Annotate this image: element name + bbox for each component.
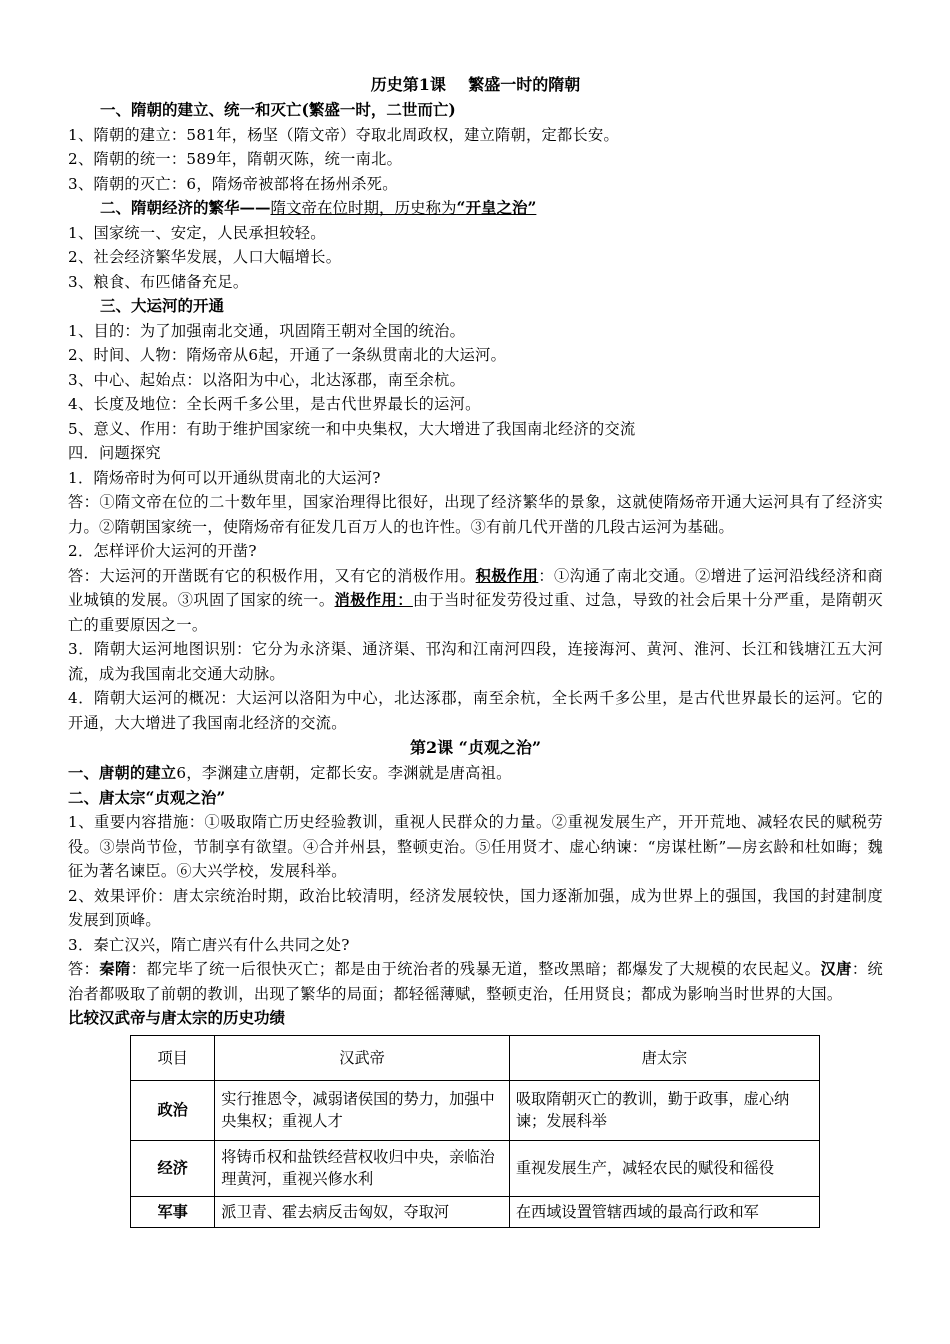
table-cell: 实行推恩令，减弱诸侯国的势力，加强中央集权；重视人才 (215, 1080, 510, 1140)
question-1: 1．隋炀帝时为何可以开通纵贯南北的大运河? (68, 468, 381, 487)
table-title: 比较汉武帝与唐太宗的历史功绩 (68, 1008, 286, 1027)
lesson2-question-3: 3．秦亡汉兴，隋亡唐兴有什么共同之处? (68, 935, 350, 954)
comparison-table (130, 1035, 820, 1228)
table-cell-category: 军事 (131, 1196, 215, 1227)
table-cell-category: 经济 (131, 1140, 215, 1196)
lesson2-evaluation: 2、效果评价：唐太宗统治时期，政治比较清明，经济发展较快，国力逐渐加强，成为世界上的强国，我国的封建制度发展到顶峰。 (68, 886, 883, 929)
lesson2-measures: 1、重要内容措施：①吸取隋亡历史经验教训，重视人民群众的力量。②重视发展生产，开开荒地、减轻农民的赋税劳役。③崇尚节俭，节制享有欲望。④合并州县，整顿吏治。⑤任用贤才、虚心纳谏：“房谋杜断”—房玄龄和杜如晦；魏征为著名谏臣。⑥大兴学校，发展科举。 (68, 813, 883, 880)
positive-effect-label: 积极作用 (475, 566, 539, 585)
negative-effect-label: 消极作用： (334, 591, 413, 609)
section3-item: 5、意义、作用：有助于维护国家统一和中央集权，大大增进了我国南北经济的交流 (68, 419, 636, 438)
section3-item: 3、中心、起始点：以洛阳为中心，北达涿郡，南至余杭。 (68, 370, 466, 389)
lesson2-section2-heading: 二、唐太宗“贞观之治” (68, 787, 226, 807)
question-4: 4．隋朝大运河的概况：大运河以洛阳为中心，北达涿郡，南至余杭，全长两千多公里，是古代世界最长的运河。它的开通，大大增进了我国南北经济的交流。 (68, 689, 883, 732)
table-cell-category: 政治 (131, 1080, 215, 1140)
section2-heading (68, 196, 883, 221)
question-2: 2．怎样评价大运河的开凿? (68, 542, 257, 560)
answer-2: 答：大运河的开凿既有它的积极作用，又有它的消极作用。积极作用：①沟通了南北交通。②增进了运河沿线经济和商业城镇的发展。③巩固了国家的统一。消极作用：由于当时征发劳役过重、过急，导致的社会后果十分严重，是隋朝灭亡的重要原因之一。 (68, 566, 884, 634)
table-row (131, 1196, 820, 1227)
lesson1-title: 历史第1课 繁盛一时的隋朝 (370, 75, 581, 94)
section2-item: 1、国家统一、安定，人民承担较轻。 (68, 223, 326, 242)
table-cell: 重视发展生产，减轻农民的赋役和徭役 (509, 1140, 819, 1196)
table-cell: 在西域设置管辖西域的最高行政和军 (509, 1196, 819, 1227)
section1-item: 2、隋朝的统一：589年，隋朝灭陈，统一南北。 (68, 150, 403, 168)
lesson2-title: 第2课 “贞观之治” (409, 738, 542, 757)
section2-heading-underlined: 隋文帝在位时期，历史称为“开皇之治” (270, 198, 537, 217)
lesson2-section1: 一、唐朝的建立6，李渊建立唐朝，定都长安。李渊就是唐高祖。 (68, 764, 512, 782)
section4-heading: 四．问题探究 (68, 444, 161, 462)
section2-item: 2、社会经济繁华发展，人口大幅增长。 (68, 248, 342, 266)
lesson2-answer-3: 答：秦隋：都完毕了统一后很快灭亡；都是由于统治者的残暴无道，整改黑暗；都爆发了大规模的农民起义。汉唐：统治者都吸取了前朝的教训，出现了繁华的局面；都轻徭薄赋，整顿吏治，任用贤良；都成为影响当时世界的大国。 (68, 960, 883, 1003)
table-cell: 派卫青、霍去病反击匈奴，夺取河 (215, 1196, 510, 1227)
section2-item: 3、粮食、布匹储备充足。 (68, 272, 249, 291)
section3-item: 1、目的：为了加强南北交通，巩固隋王朝对全国的统治。 (68, 321, 466, 340)
table-row (131, 1080, 820, 1140)
question-3: 3．隋朝大运河地图识别：它分为永济渠、通济渠、邗沟和江南河四段，连接海河、黄河、淮河、长江和钱塘江五大河流，成为我国南北交通大动脉。 (68, 640, 883, 683)
table-header: 项目 (131, 1035, 215, 1080)
section2-heading-main: 二、隋朝经济的繁华—— (100, 198, 271, 217)
answer-1: 答：①隋文帝在位的二十数年里，国家治理得比很好，出现了经济繁华的景象，这就使隋炀帝开通大运河具有了经济实力。②隋朝国家统一，使隋炀帝有征发几百万人的也许性。③有前几代开凿的几段古运河为基础。 (68, 493, 883, 536)
table-cell: 吸取隋朝灭亡的教训，勤于政事，虚心纳谏；发展科举 (509, 1080, 819, 1140)
document-page (68, 72, 883, 1228)
table-cell: 将铸币权和盐铁经营权收归中央，亲临治理黄河，重视兴修水利 (215, 1140, 510, 1196)
table-header: 汉武帝 (215, 1035, 510, 1080)
section3-item: 2、时间、人物：隋炀帝从6起，开通了一条纵贯南北的大运河。 (68, 346, 507, 364)
table-row (131, 1140, 820, 1196)
table-header-row (131, 1035, 820, 1080)
section3-heading: 三、大运河的开通 (100, 296, 225, 315)
section3-item: 4、长度及地位：全长两千多公里，是古代世界最长的运河。 (68, 395, 481, 413)
table-header: 唐太宗 (509, 1035, 819, 1080)
section1-item: 3、隋朝的灭亡：6，隋炀帝被部将在扬州杀死。 (68, 174, 398, 193)
lesson2-section1-heading: 一、唐朝的建立 (68, 764, 177, 782)
section1-heading: 一、隋朝的建立、统一和灭亡(繁盛一时，二世而亡) (100, 100, 456, 119)
section1-item: 1、隋朝的建立：581年，杨坚（隋文帝）夺取北周政权，建立隋朝，定都长安。 (68, 125, 619, 144)
